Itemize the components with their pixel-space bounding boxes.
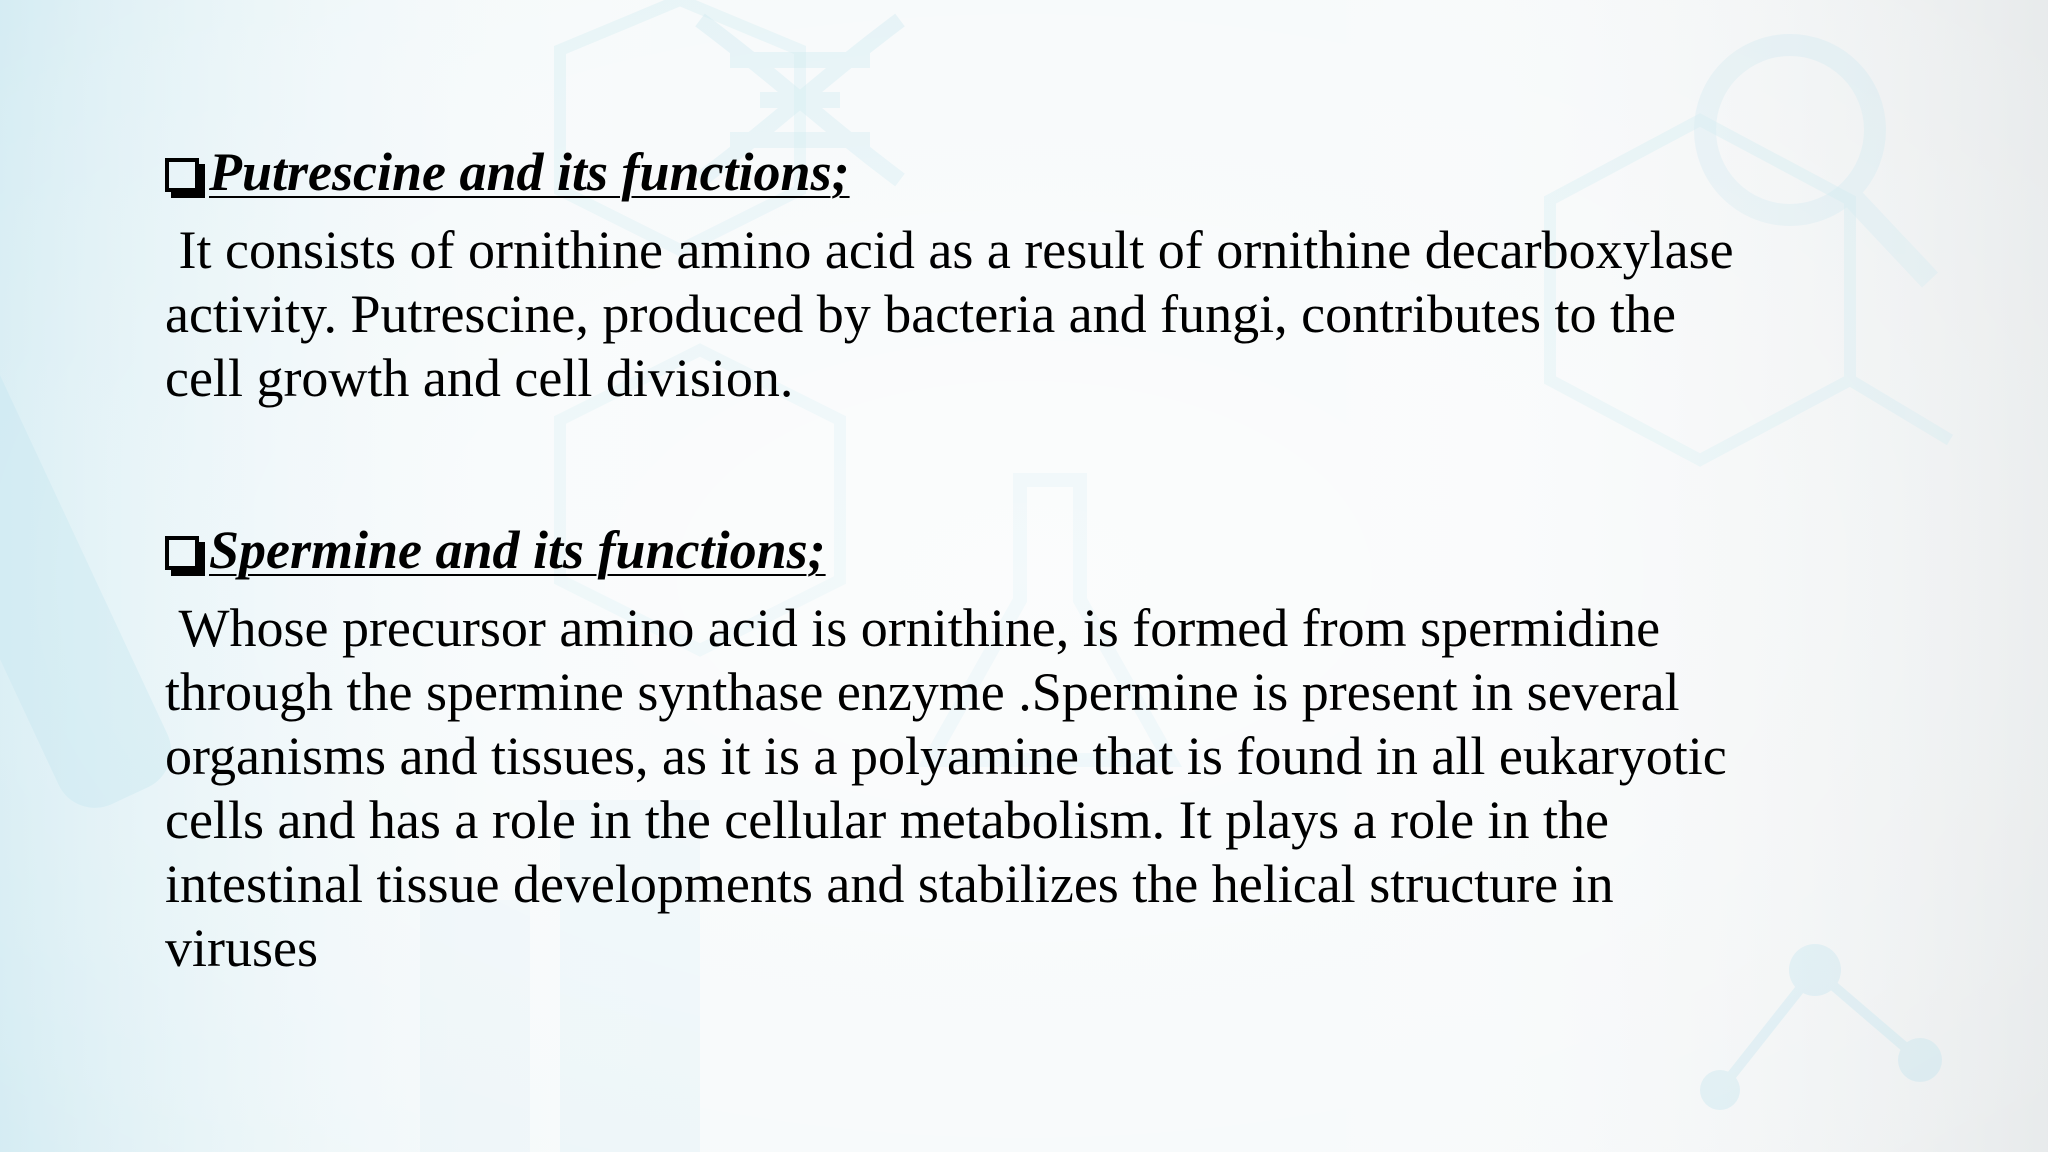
section-spermine — [165, 518, 1925, 980]
section-body: It consists of ornithine amino acid as a result of ornithine decarboxylase activity. Putrescine, produced by bacteria and fungi, contributes to the cell growth and cell division. — [165, 220, 1734, 408]
section-heading — [165, 518, 1925, 582]
section-heading-text: Putrescine and its functions; — [209, 142, 850, 202]
section-body: Whose precursor amino acid is ornithine, is formed from spermidine through the spermine synthase enzyme .Spermine is present in several organisms and tissues, as it is a polyamine that is found in all eukaryotic cells and has a role in the cellular metabolism. It plays a role in the intestinal tissue developments and stabilizes the helical structure in viruses — [165, 598, 1727, 978]
checkbox-bullet-icon — [165, 158, 199, 192]
section-heading-text: Spermine and its functions; — [209, 520, 826, 580]
section-putrescine — [165, 140, 1925, 410]
section-heading — [165, 140, 1925, 204]
slide-content — [165, 140, 1925, 980]
checkbox-bullet-icon — [165, 536, 199, 570]
